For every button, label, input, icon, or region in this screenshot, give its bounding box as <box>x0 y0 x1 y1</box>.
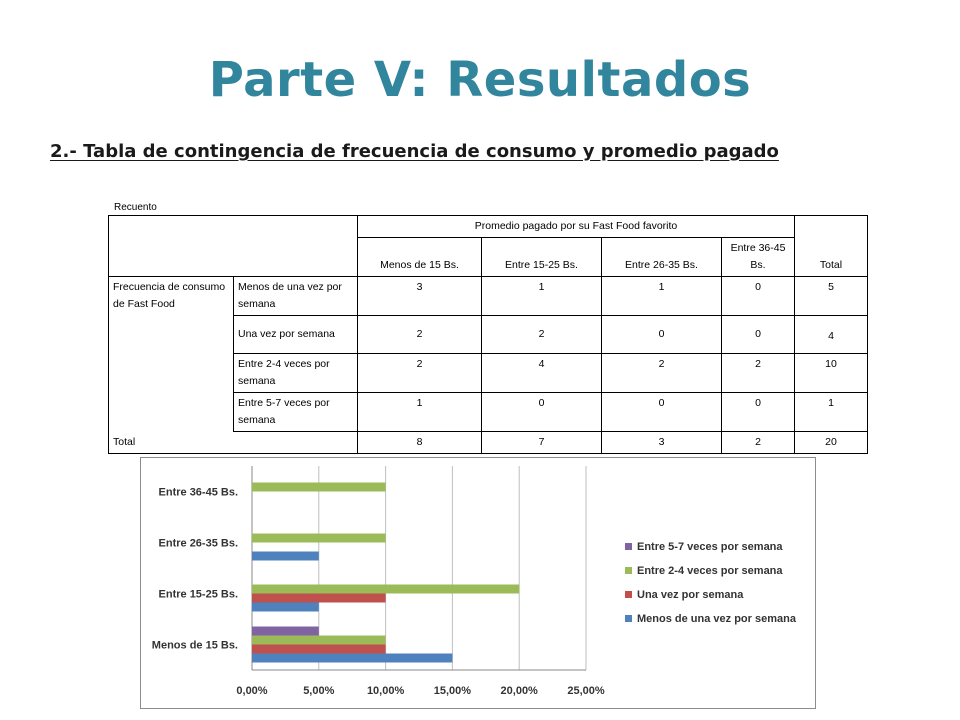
y-category-label: Entre 15-25 Bs. <box>158 588 238 601</box>
column-total-cell: 2 <box>722 432 795 454</box>
column-total-cell: 3 <box>602 432 722 454</box>
total-column-header: Total <box>795 216 868 277</box>
column-header: Entre 36-45 Bs. <box>722 238 795 277</box>
count-cell: 2 <box>358 316 482 354</box>
legend-swatch <box>625 543 632 550</box>
legend-swatch <box>625 567 632 574</box>
bar <box>252 483 386 492</box>
x-tick-label: 0,00% <box>236 685 268 697</box>
count-cell: 2 <box>358 354 482 393</box>
row-total-cell: 5 <box>795 277 868 316</box>
x-tick-label: 20,00% <box>500 685 538 697</box>
column-group-header: Promedio pagado por su Fast Food favorito <box>358 216 795 238</box>
bar <box>252 534 386 543</box>
column-header: Entre 26-35 Bs. <box>602 238 722 277</box>
count-cell: 4 <box>482 354 602 393</box>
x-tick-label: 15,00% <box>433 685 472 697</box>
legend-label: Una vez por semana <box>637 589 744 601</box>
count-cell: 1 <box>602 277 722 316</box>
total-row <box>109 432 868 454</box>
x-tick-label: 10,00% <box>366 685 405 697</box>
bar <box>252 627 319 636</box>
row-group-header: Frecuencia de consumo de Fast Food <box>109 277 234 432</box>
column-header: Menos de 15 Bs. <box>358 238 482 277</box>
table-corner-cell <box>109 216 358 277</box>
count-cell: 0 <box>722 316 795 354</box>
legend-label: Entre 2-4 veces por semana <box>637 565 783 577</box>
count-cell: 0 <box>722 277 795 316</box>
total-row-label: Total <box>109 432 358 454</box>
legend-swatch <box>625 591 632 598</box>
bar-chart-svg <box>141 458 815 708</box>
contingency-table <box>108 215 868 454</box>
count-cell: 2 <box>482 316 602 354</box>
row-label: Menos de una vez por semana <box>234 277 358 316</box>
bar <box>252 594 386 603</box>
y-category-label: Menos de 15 Bs. <box>151 639 238 652</box>
x-tick-label: 25,00% <box>567 685 605 697</box>
column-total-cell: 7 <box>482 432 602 454</box>
row-label: Entre 2-4 veces por semana <box>234 354 358 393</box>
table-row <box>109 277 868 316</box>
column-total-cell: 8 <box>358 432 482 454</box>
count-cell: 2 <box>602 354 722 393</box>
y-category-label: Entre 26-35 Bs. <box>158 537 238 550</box>
slide-subtitle: 2.- Tabla de contingencia de frecuencia de consumo y promedio pagado <box>50 141 779 162</box>
x-tick-label: 5,00% <box>303 685 335 697</box>
bar-chart <box>140 457 816 709</box>
row-total-cell: 4 <box>795 316 868 354</box>
count-cell: 1 <box>482 277 602 316</box>
legend-label: Menos de una vez por semana <box>637 613 796 625</box>
count-cell: 3 <box>358 277 482 316</box>
y-category-label: Entre 36-45 Bs. <box>158 486 238 499</box>
row-label: Entre 5-7 veces por semana <box>234 393 358 432</box>
count-cell: 0 <box>482 393 602 432</box>
bar <box>252 552 319 561</box>
bar <box>252 645 386 654</box>
count-cell: 0 <box>602 316 722 354</box>
bar <box>252 654 452 663</box>
count-cell: 0 <box>722 393 795 432</box>
row-total-cell: 1 <box>795 393 868 432</box>
count-cell: 0 <box>602 393 722 432</box>
table-caption: Recuento <box>114 202 157 213</box>
bar <box>252 636 386 645</box>
row-label: Una vez por semana <box>234 316 358 354</box>
grand-total-cell: 20 <box>795 432 868 454</box>
legend-label: Entre 5-7 veces por semana <box>637 541 783 553</box>
count-cell: 2 <box>722 354 795 393</box>
bar <box>252 603 319 612</box>
slide-title: Parte V: Resultados <box>208 52 752 108</box>
count-cell: 1 <box>358 393 482 432</box>
legend-swatch <box>625 615 632 622</box>
column-header: Entre 15-25 Bs. <box>482 238 602 277</box>
row-total-cell: 10 <box>795 354 868 393</box>
bar <box>252 585 519 594</box>
